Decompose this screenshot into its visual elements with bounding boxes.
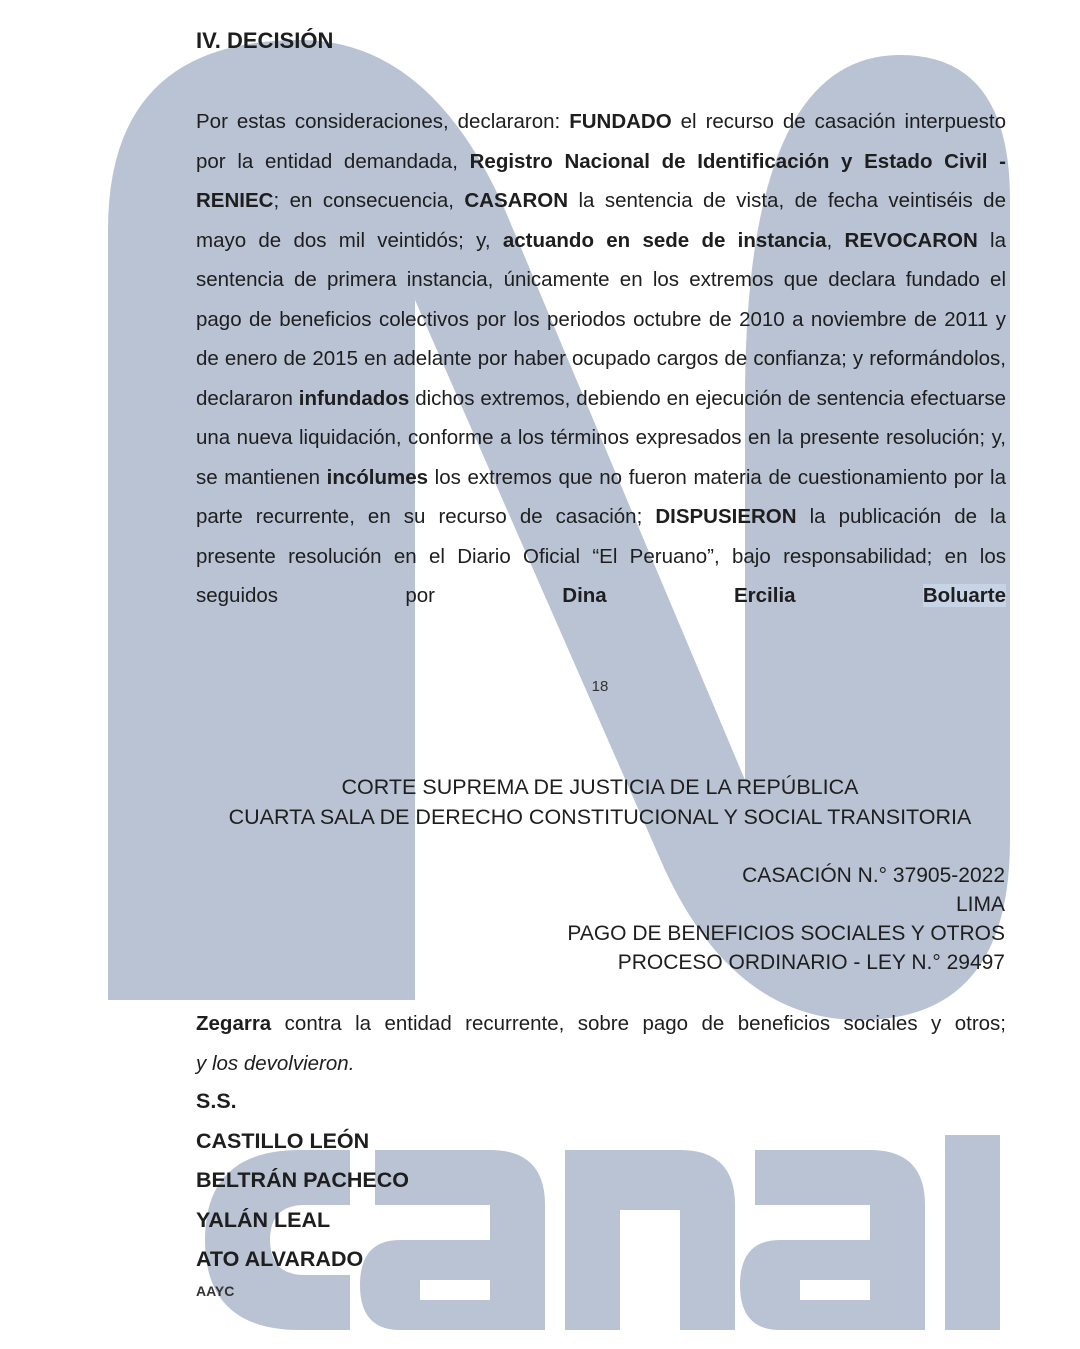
drafter-initials: AAYC: [196, 1283, 235, 1299]
text-run: ,: [826, 228, 845, 252]
continuation-paragraph: [196, 1004, 1006, 1083]
bold-text-run: Registro Nacional de Identificación y Estado Civil - RENIEC: [196, 149, 1006, 212]
continuation-line: [196, 1004, 1006, 1044]
closing-phrase: y los devolvieron.: [196, 1051, 355, 1075]
case-subject: PAGO DE BENEFICIOS SOCIALES Y OTROS: [567, 922, 1005, 945]
bold-text-run: infundados: [298, 386, 410, 410]
case-info: [567, 861, 1005, 977]
judge-name: BELTRÁN PACHECO: [196, 1168, 410, 1192]
text-run: la sentencia de vista, de fecha veintiséis de mayo de dos mil veintidós; y,: [196, 189, 1006, 252]
text-run: la sentencia de primera instancia, únicamente en los extremos que declara fundado el pago de beneficios colectivos por los periodos octubre de 2010 a noviembre de 2011 y de enero de 2015 en adelante por haber ocupado cargos de confianza; y reformándolos, declararon: [196, 228, 1007, 410]
bold-text-run: Dina Ercilia: [562, 584, 923, 607]
bold-text-run: actuando en sede de instancia: [502, 228, 827, 252]
court-name: CORTE SUPREMA DE JUSTICIA DE LA REPÚBLICA: [341, 775, 859, 799]
judge-name: ATO ALVARADO: [196, 1247, 364, 1271]
signatures-label: S.S.: [196, 1089, 237, 1113]
chamber-name: CUARTA SALA DE DERECHO CONSTITUCIONAL Y SOCIAL TRANSITORIA: [228, 805, 972, 829]
case-process: PROCESO ORDINARIO - LEY N.° 29497: [617, 951, 1005, 974]
signatures-block: [196, 1082, 409, 1280]
judge-name: CASTILLO LEÓN: [196, 1128, 370, 1153]
bold-text-run: REVOCARON: [844, 228, 978, 252]
case-location: LIMA: [955, 893, 1005, 916]
text-run: el recurso de casación interpuesto por la entidad demandada,: [196, 110, 1006, 173]
continuation-text: contra la entidad recurrente, sobre pago de beneficios sociales y otros;: [271, 1012, 1006, 1035]
text-run: los extremos que no fueron materia de cuestionamiento por la parte recurrente, en su recurso de casación;: [196, 465, 1007, 528]
judge-name: YALÁN LEAL: [196, 1207, 331, 1232]
bold-text-run: CASARON: [464, 189, 569, 212]
highlighted-text-run: Boluarte: [922, 584, 1006, 607]
section-title: IV. DECISIÓN: [196, 28, 334, 53]
plaintiff-surname: Zegarra: [196, 1012, 272, 1035]
bold-text-run: DISPUSIERON: [655, 505, 797, 528]
text-run: ; en consecuencia,: [273, 189, 465, 212]
text-run: Por estas consideraciones, declararon:: [196, 110, 570, 133]
text-run: dichos extremos, debiendo en ejecución de sentencia efectuarse una nueva liquidación, conforme a los términos expresados en la presente resolución; y, se mantienen: [196, 386, 1006, 489]
case-number: CASACIÓN N.° 37905-2022: [742, 864, 1005, 887]
bold-text-run: incólumes: [326, 465, 429, 489]
decision-paragraph: [196, 102, 1006, 616]
page-number: 18: [591, 678, 609, 695]
court-header: [186, 772, 1014, 832]
text-run: la publicación de la presente resolución en el Diario Oficial “El Peruano”, bajo responsabilidad; en los seguidos por: [196, 505, 1006, 607]
bold-text-run: FUNDADO: [569, 110, 672, 133]
